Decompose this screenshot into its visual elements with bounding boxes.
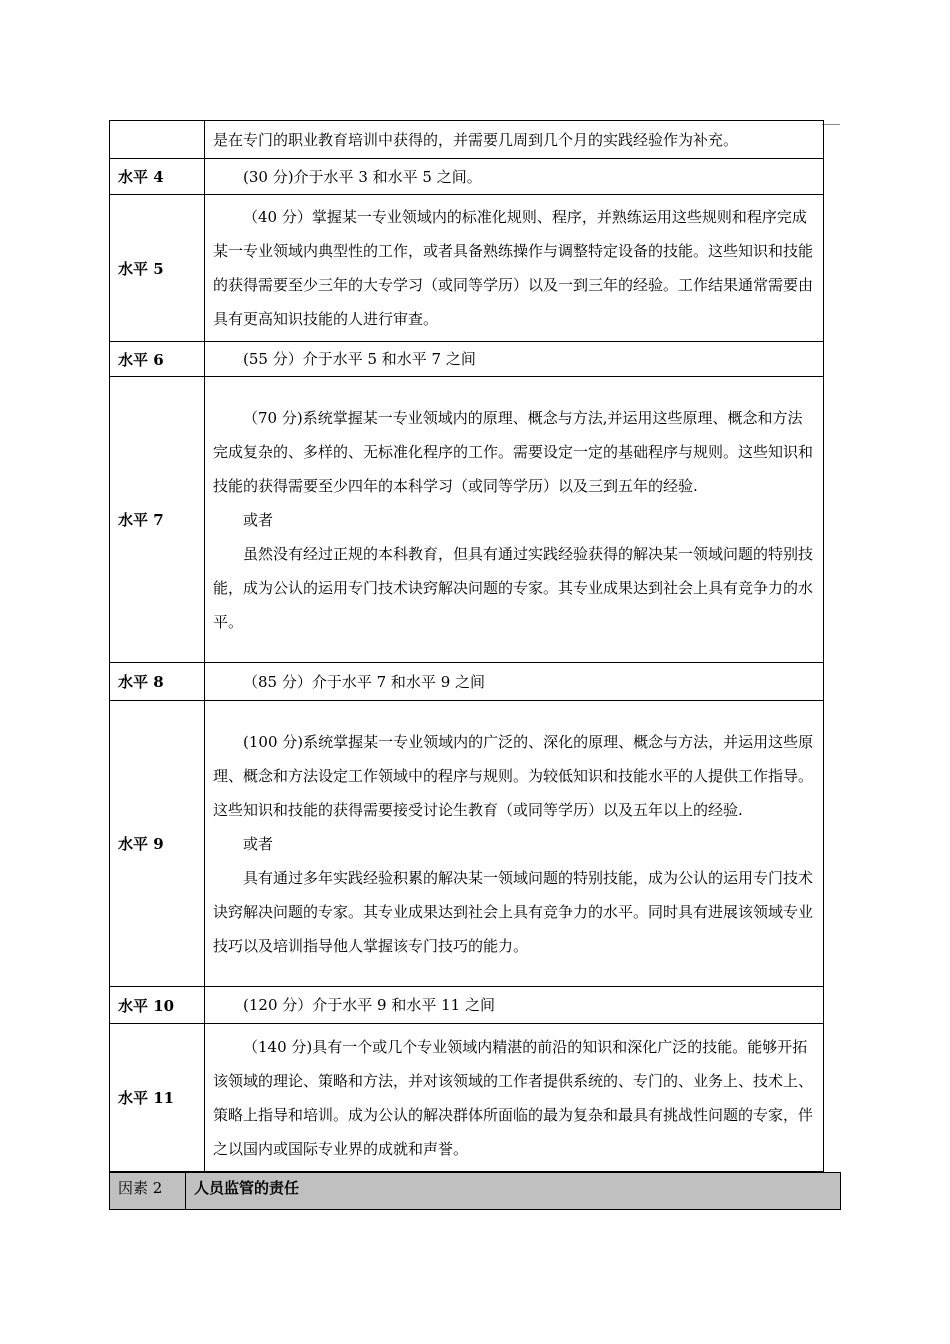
description-paragraph: (30 分)介于水平 3 和水平 5 之间。 (243, 167, 482, 186)
level-description (205, 195, 824, 342)
description-paragraph: （85 分）介于水平 7 和水平 9 之间 (243, 672, 486, 691)
factor-row (110, 1173, 841, 1210)
level-label: 水平 6 (110, 342, 205, 377)
table-row (110, 121, 824, 159)
description-paragraph: (55 分）介于水平 5 和水平 7 之间 (243, 350, 476, 368)
level-description (205, 1024, 824, 1172)
table-row (110, 195, 824, 342)
level-description (205, 987, 824, 1024)
description-paragraph: (120 分）介于水平 9 和水平 11 之间 (243, 996, 495, 1014)
description-paragraph: 或者 (243, 510, 274, 529)
level-description (205, 701, 824, 987)
document-page (109, 120, 841, 1210)
description-paragraph: （70 分)系统掌握某一专业领域内的原理、概念与方法,并运用这些原理、概念和方法完成复杂的、多样的、无标准化程序的工作。需要设定一定的基础程序与规则。这些知识和技能的获得需要至少四年的本科学习（或同等学历）以及三到五年的经验. (213, 408, 814, 495)
factor-title: 人员监管的责任 (186, 1173, 841, 1210)
description-paragraph: 是在专门的职业教育培训中获得的，并需要几周到几个月的实践经验作为补充。 (213, 130, 739, 149)
level-description (205, 663, 824, 701)
table-row (110, 1024, 824, 1172)
description-paragraph: 具有通过多年实践经验积累的解决某一领域问题的特别技能，成为公认的运用专门技术诀窍解决问题的专家。其专业成果达到社会上具有竞争力的水平。同时具有进展该领域专业技巧以及培训指导他人掌握该专门技巧的能力。 (213, 868, 814, 955)
level-description (205, 159, 824, 195)
level-label: 水平 10 (110, 987, 205, 1024)
level-description (205, 342, 824, 377)
level-label: 水平 11 (110, 1024, 205, 1172)
table-row (110, 663, 824, 701)
level-label: 水平 5 (110, 195, 205, 342)
level-label: 水平 8 (110, 663, 205, 701)
table-row (110, 377, 824, 663)
table-row (110, 701, 824, 987)
table-row (110, 159, 824, 195)
table-row (110, 987, 824, 1024)
factor-header-table (109, 1172, 841, 1210)
description-paragraph: （140 分)具有一个或几个专业领域内精湛的前沿的知识和深化广泛的技能。能够开拓该领域的理论、策略和方法，并对该领域的工作者提供系统的、专门的、业务上、技术上、策略上指导和培训。成为公认的解决群体所面临的最为复杂和最具有挑战性问题的专家，伴之以国内或国际专业界的成就和声誉。 (213, 1037, 814, 1158)
description-paragraph: 虽然没有经过正规的本科教育，但具有通过实践经验获得的解决某一领域问题的特别技能，成为公认的运用专门技术诀窍解决问题的专家。其专业成果达到社会上具有竞争力的水平。 (213, 544, 814, 631)
level-label (110, 121, 205, 159)
factor-label: 因素 2 (110, 1173, 186, 1210)
description-paragraph: （40 分）掌握某一专业领域内的标准化规则、程序，并熟练运用这些规则和程序完成某一专业领域内典型性的工作，或者具备熟练操作与调整特定设备的技能。这些知识和技能的获得需要至少三年的大专学习（或同等学历）以及一到三年的经验。工作结果通常需要由具有更高知识技能的人进行审查。 (213, 208, 814, 328)
description-paragraph: (100 分)系统掌握某一专业领域内的广泛的、深化的原理、概念与方法，并运用这些原理、概念和方法设定工作领域中的程序与规则。为较低知识和技能水平的人提供工作指导。这些知识和技能的获得需要接受讨论生教育（或同等学历）以及五年以上的经验. (213, 732, 814, 819)
level-label: 水平 7 (110, 377, 205, 663)
description-paragraph: 或者 (243, 834, 274, 853)
table-row (110, 342, 824, 377)
level-description (205, 121, 824, 159)
level-label: 水平 9 (110, 701, 205, 987)
levels-table (109, 120, 824, 1172)
level-label: 水平 4 (110, 159, 205, 195)
level-description (205, 377, 824, 663)
